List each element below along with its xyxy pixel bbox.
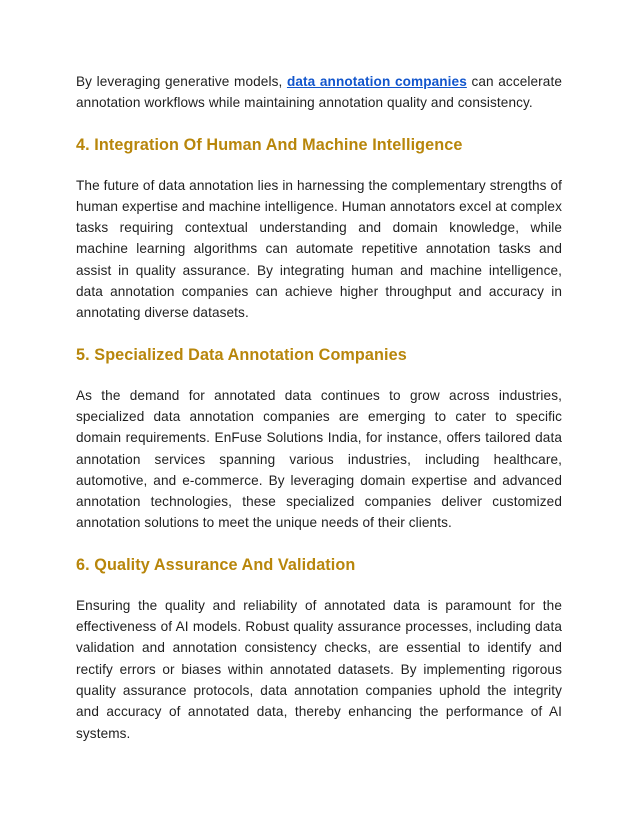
section-body-4: The future of data annotation lies in harnessing the complementary strengths of human expertise and machine intelligence. Human annotators excel at complex tasks requiring contextual understanding and domain knowledge, while machine learning algorithms can automate repetitive annotation tasks and assist in quality assurance. By integrating human and machine intelligence, data annotation companies can achieve higher throughput and accuracy in annotating diverse datasets. <box>76 177 562 321</box>
intro-text-before: By leveraging generative models, <box>76 74 287 89</box>
section-heading-4: 4. Integration Of Human And Machine Intelligence <box>76 135 463 154</box>
data-annotation-companies-link[interactable]: data annotation companies <box>286 74 467 89</box>
section-body-6: Ensuring the quality and reliability of annotated data is paramount for the effectiveness of AI models. Robust quality assurance processes, including data validation and annotation consistency checks, are essential to identify and rectify errors or biases within annotated datasets. By implementing rigorous quality assurance protocols, data annotation companies uphold the integrity and accuracy of annotated data, thereby enhancing the performance of AI systems. <box>76 597 562 741</box>
document-page <box>76 71 562 744</box>
section-heading-6: 6. Quality Assurance And Validation <box>76 555 356 574</box>
intro-text-after: can accelerate annotation workflows while maintaining annotation quality and consistency. <box>76 74 562 111</box>
intro-paragraph <box>76 71 562 114</box>
section-body-5: As the demand for annotated data continues to grow across industries, specialized data annotation companies are emerging to cater to specific domain requirements. EnFuse Solutions India, for instance, offers tailored data annotation services spanning various industries, including healthcare, automotive, and e-commerce. By leveraging domain expertise and advanced annotation technologies, these specialized companies deliver customized annotation solutions to meet the unique needs of their clients. <box>76 387 562 531</box>
section-heading-5: 5. Specialized Data Annotation Companies <box>76 345 407 364</box>
